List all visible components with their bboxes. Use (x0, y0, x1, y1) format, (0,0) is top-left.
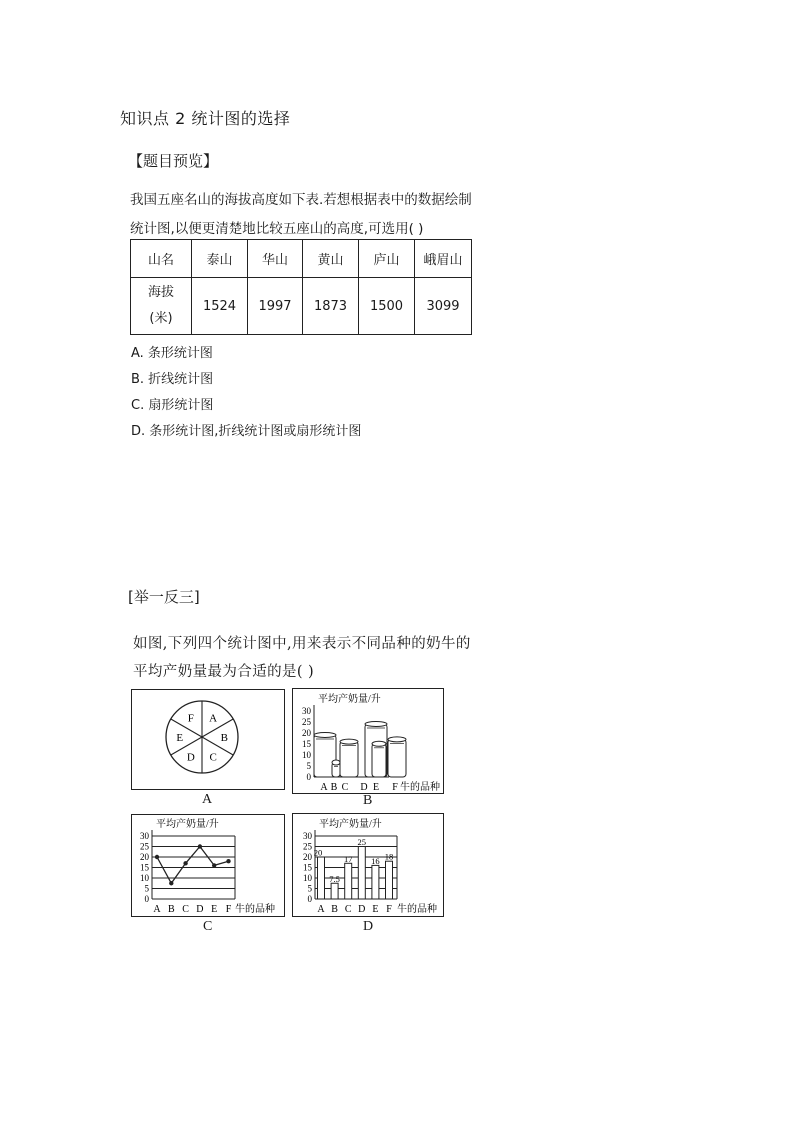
x-tick-label: C (341, 782, 349, 793)
x-tick-label: F (386, 904, 392, 915)
x-tick-label: B (330, 782, 338, 793)
y-tick-label: 20 (302, 728, 311, 738)
pie-slice-label: C (209, 751, 217, 764)
chart-panel-c[interactable] (131, 814, 285, 917)
table-header-cell: 庐山 (359, 240, 415, 278)
x-tick-label: B (167, 904, 175, 915)
jar-c (340, 742, 358, 777)
x-tick-label: C (344, 904, 352, 915)
x-tick-label: A (320, 782, 328, 793)
mountain-height-table (130, 239, 472, 335)
bar-value-label: 25 (357, 837, 367, 847)
pie-slice-label: A (209, 712, 218, 725)
pie-slice-b (202, 719, 233, 737)
y-tick-label: 25 (140, 841, 149, 852)
y-tick-label: 20 (140, 852, 149, 862)
pie-slice-label: B (220, 732, 228, 744)
bar-value-label: 16 (371, 855, 380, 866)
y-tick-label: 30 (303, 831, 312, 841)
chart-title: 平均产奶量/升 (156, 819, 219, 830)
x-tick-label: D (196, 904, 204, 915)
option-b[interactable]: B. 折线统计图 (131, 372, 214, 387)
bar-value-label: 17 (343, 853, 353, 864)
y-tick-label: 0 (306, 772, 311, 782)
pie-slice-label: D (186, 751, 195, 764)
option-d[interactable]: D. 条形统计图,折线统计图或扇形统计图 (131, 424, 362, 439)
y-tick-label: 15 (140, 862, 149, 873)
y-tick-label: 5 (307, 883, 312, 894)
chart-panel-d[interactable] (292, 813, 444, 917)
pie-slice-c (202, 737, 233, 755)
panel-caption-d: D (363, 919, 374, 934)
panel-caption-c: C (203, 919, 213, 934)
jar-f (388, 739, 406, 777)
table-cell: 1873 (303, 278, 359, 335)
x-tick-label: C (182, 904, 189, 915)
table-header-row (131, 240, 472, 278)
bar-value-label: 18 (384, 851, 394, 862)
data-point (226, 859, 230, 863)
y-tick-label: 15 (303, 862, 312, 873)
x-axis-label: 牛的品种 (397, 904, 437, 915)
x-tick-label: E (372, 904, 379, 915)
panel-caption-b: B (363, 793, 373, 808)
pie-slice-label: F (187, 712, 194, 725)
y-tick-label: 30 (302, 706, 311, 716)
jar-lid (372, 741, 386, 746)
x-axis-label: 牛的品种 (235, 904, 275, 915)
bar-chart (293, 814, 443, 916)
jar-lid (365, 722, 387, 727)
x-axis-label: 牛的品种 (400, 782, 440, 793)
bar-f (386, 861, 393, 899)
x-tick-label: A (153, 904, 161, 915)
jar-lid (332, 760, 340, 765)
data-point (198, 844, 202, 848)
question-2-text: 如图,下列四个统计图中,用来表示不同品种的奶牛的平均产奶量最为合适的是( ) (133, 636, 471, 680)
x-tick-label: D (358, 904, 366, 915)
table-cell: 1997 (248, 278, 303, 335)
jar-e (372, 744, 386, 777)
question-1-text: 我国五座名山的海拔高度如下表.若想根据表中的数据绘制统计图,以便更清楚地比较五座山的高度,可选用( ) (130, 192, 472, 237)
pie-slice-label: E (176, 732, 184, 744)
chart-title: 平均产奶量/升 (319, 819, 382, 830)
row-label-line: (米) (149, 311, 173, 326)
bar-a (318, 857, 325, 899)
y-tick-label: 10 (140, 873, 149, 883)
y-tick-label: 0 (144, 894, 149, 904)
x-tick-label: B (331, 904, 338, 915)
chart-panel-a[interactable] (131, 689, 285, 790)
pie-chart (132, 690, 284, 789)
preview-header: 【题目预览】 (128, 152, 219, 170)
row-label-line: 海拔 (147, 285, 174, 300)
chart-title: 平均产奶量/升 (318, 694, 381, 705)
x-tick-label: E (211, 904, 218, 915)
bar-value-label: 20 (313, 847, 323, 858)
x-tick-label: D (360, 782, 368, 793)
practice-header: [举一反三] (128, 588, 200, 606)
jar-lid (388, 737, 406, 742)
bar-e (372, 865, 379, 899)
y-tick-label: 0 (307, 894, 312, 904)
y-tick-label: 30 (140, 831, 149, 841)
y-tick-label: 20 (303, 852, 312, 862)
y-tick-label: 5 (306, 761, 311, 771)
chart-panel-b[interactable] (292, 688, 444, 794)
x-tick-label: A (317, 904, 325, 915)
y-tick-label: 10 (302, 750, 311, 760)
bar-value-label: 7.5 (329, 873, 340, 884)
table-header-cell: 泰山 (192, 240, 248, 278)
data-point (212, 863, 216, 867)
x-tick-label: F (225, 904, 232, 915)
option-c[interactable]: C. 扇形统计图 (131, 398, 214, 413)
jar-lid (340, 739, 358, 744)
table-row (131, 278, 472, 335)
x-tick-label: E (372, 782, 380, 793)
table-cell: 1500 (359, 278, 415, 335)
jar-lid (314, 733, 336, 738)
data-point (183, 861, 187, 865)
table-cell: 3099 (415, 278, 472, 335)
table-header-cell: 华山 (248, 240, 303, 278)
table-cell: 1524 (192, 278, 248, 335)
data-point (169, 881, 173, 885)
y-tick-label: 5 (144, 883, 149, 894)
panel-caption-a: A (202, 792, 213, 807)
pictograph-chart (293, 689, 443, 793)
y-tick-label: 25 (302, 717, 311, 727)
line-chart (132, 815, 284, 916)
table-header-cell: 山名 (131, 240, 192, 278)
table-header-cell: 峨眉山 (415, 240, 472, 278)
data-point (155, 855, 159, 859)
y-tick-label: 10 (303, 873, 312, 883)
section-title: 知识点 2 统计图的选择 (120, 109, 291, 128)
y-tick-label: 15 (302, 739, 311, 749)
table-header-cell: 黄山 (303, 240, 359, 278)
table-row-label (131, 278, 192, 335)
option-a[interactable]: A. 条形统计图 (131, 346, 213, 361)
bar-d (358, 847, 365, 900)
bar-b (331, 883, 338, 899)
y-tick-label: 25 (303, 841, 312, 852)
bar-c (345, 863, 352, 899)
x-tick-label: F (392, 782, 398, 793)
